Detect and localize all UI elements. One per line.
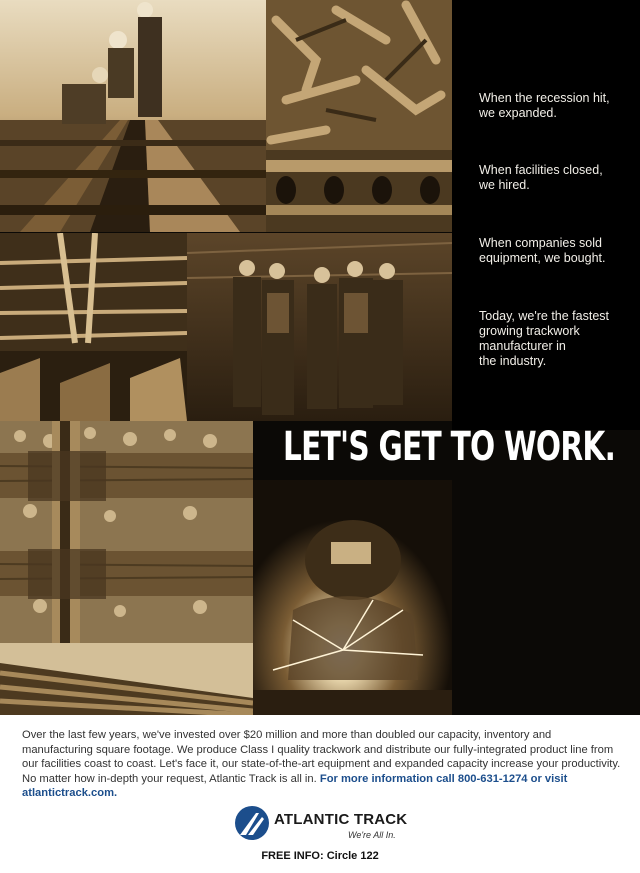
- photo-crew-portrait: [187, 233, 452, 421]
- photo-ties-ballast: [0, 421, 253, 643]
- logo-tagline: We're All In.: [348, 830, 396, 840]
- photo-rail-stack: [0, 643, 253, 715]
- photo-rail-clips: [266, 0, 452, 232]
- body-copy: [22, 728, 622, 801]
- atlantic-track-logo: [234, 805, 434, 849]
- body-text: Over the last few years, we've invested over $20 million and more than doubled our capacity, inventory and manufacturing square footage. We produce Class I quality trackwork and distribute our fully-integrated product line from our facilities coast to coast. Let's face it, our state-of-the-art equipment and expanded capacity increase your productivity. No matter how in-depth your request, Atlantic Track is all in.: [22, 729, 621, 785]
- contact-cta[interactable]: For more information call 800-631-1274 or visit atlantictrack.com.: [22, 772, 568, 799]
- photo-workers-on-rails: [0, 0, 266, 232]
- caption-recession: When the recession hit, we expanded.: [479, 91, 610, 120]
- headline: LET'S GET TO WORK.: [283, 424, 616, 470]
- photo-welder: [253, 480, 452, 715]
- logo-name: ATLANTIC TRACK: [274, 811, 408, 828]
- caption-fastest-growing: Today, we're the fastest growing trackwork manufacturer in the industry.: [479, 309, 609, 368]
- free-info-footer: FREE INFO: Circle 122: [261, 850, 379, 862]
- logo-mark-icon: [234, 805, 270, 841]
- caption-bought: When companies sold equipment, we bought.: [479, 236, 606, 265]
- caption-hired: When facilities closed, we hired.: [479, 163, 603, 192]
- photo-turnout-rails: [0, 233, 187, 421]
